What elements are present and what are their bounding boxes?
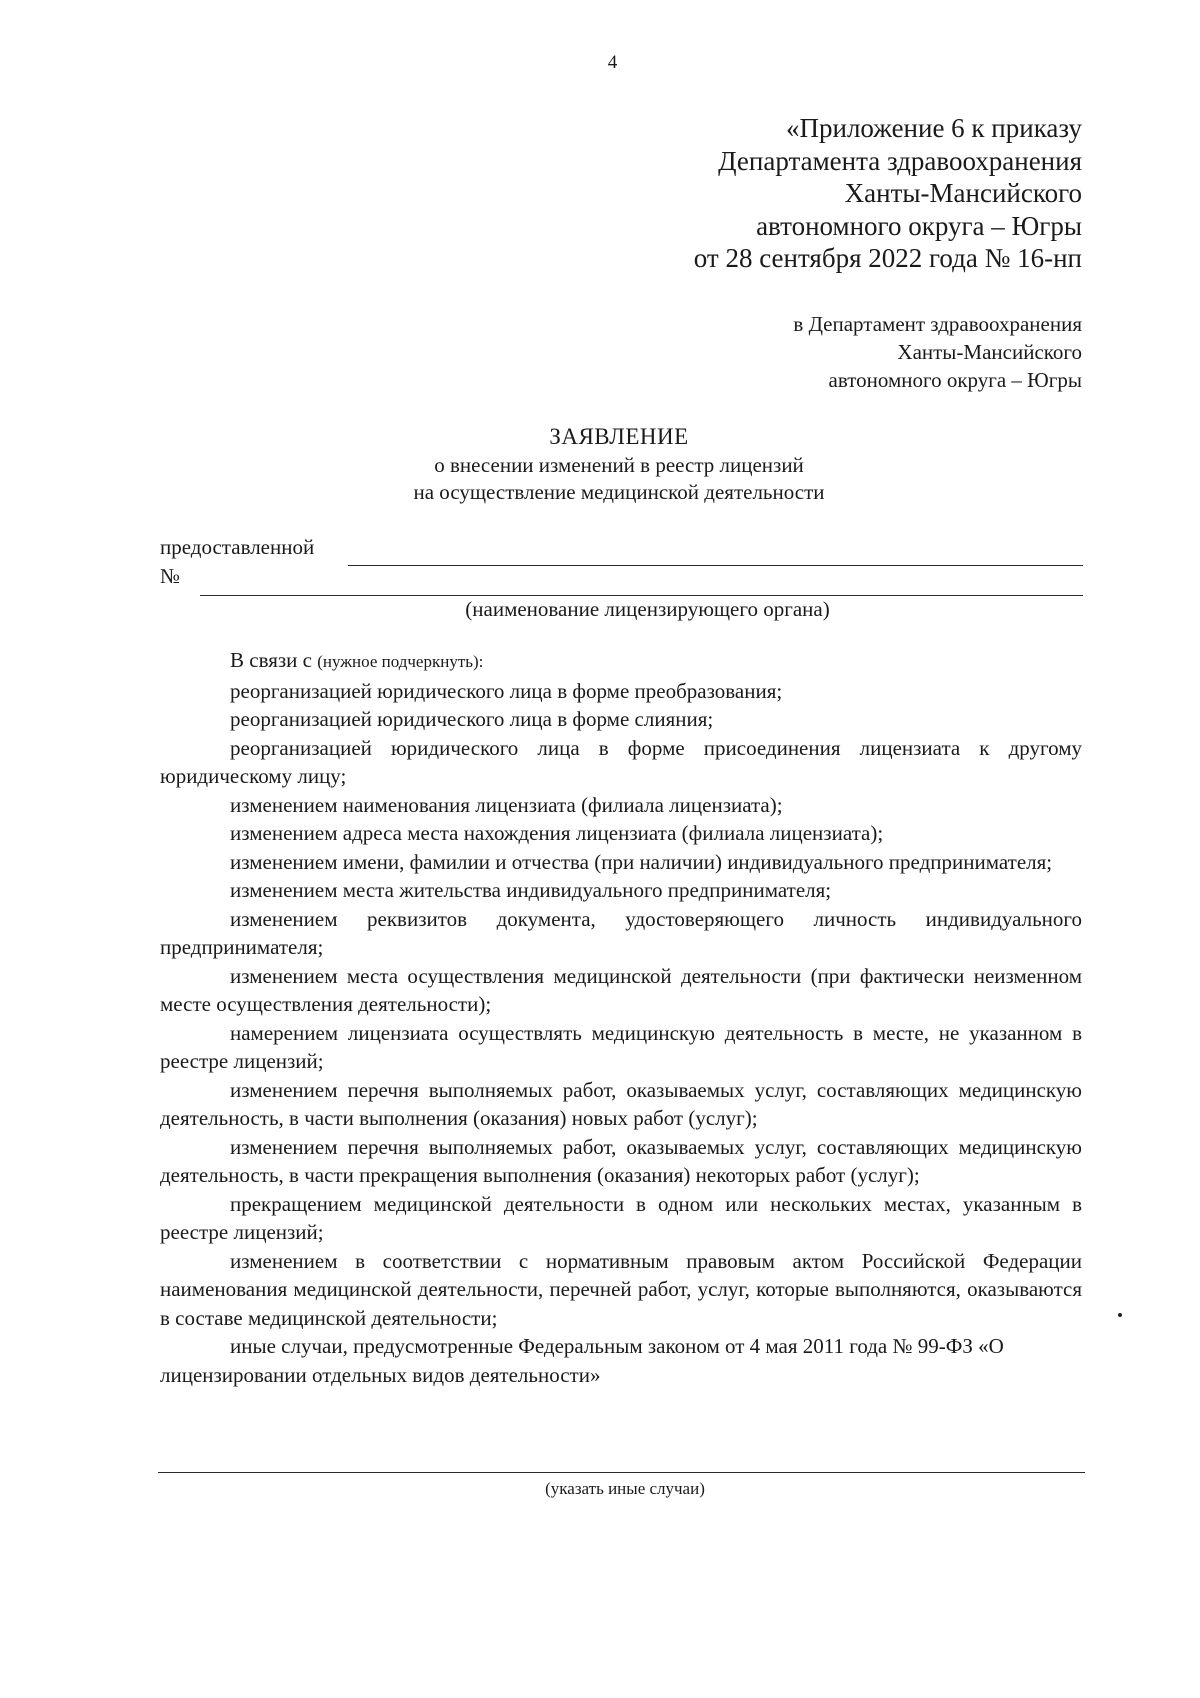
intro-note: (нужное подчеркнуть): [317, 652, 484, 671]
other-cases-fill-line[interactable] [158, 1472, 1085, 1473]
list-item: прекращением медицинской деятельности в одном или нескольких местах, указанным в реестре лицензий; [160, 1191, 1082, 1244]
other-cases-caption: (указать иные случаи) [545, 1479, 705, 1498]
appendix-line: «Приложение 6 к приказу [786, 113, 1082, 143]
addressee-line: автономного округа – Югры [828, 368, 1082, 392]
addressee-block [793, 310, 1082, 394]
provided-label: предоставленной [160, 535, 315, 559]
appendix-line: от 28 сентября 2022 года № 16-нп [693, 243, 1082, 273]
appendix-line: Департамента здравоохранения [718, 145, 1082, 176]
list-item: изменением реквизитов документа, удостоверяющего личность индивидуального предпринимателя; [160, 906, 1082, 959]
page-number: 4 [607, 52, 618, 73]
list-item: реорганизацией юридического лица в форме преобразования; [230, 678, 783, 703]
addressee-line: Ханты-Мансийского [897, 340, 1082, 364]
intro-text: В связи с [230, 648, 312, 672]
intro-paragraph [160, 646, 1082, 677]
document-subtitle: на осуществление медицинской деятельности [413, 480, 825, 504]
addressee-line: в Департамент здравоохранения [793, 312, 1082, 336]
number-label: № [160, 564, 181, 588]
reasons-list [160, 646, 1082, 1389]
scan-speck [1118, 1313, 1122, 1317]
authority-caption: (наименование лицензирующего органа) [465, 597, 830, 621]
list-item: изменением перечня выполняемых работ, оказываемых услуг, составляющих медицинскую деятельность, в части выполнения (оказания) новых работ (услуг); [160, 1077, 1082, 1130]
list-item: намерением лицензиата осуществлять медицинскую деятельность в месте, не указанном в реестре лицензий; [160, 1020, 1082, 1073]
list-item: реорганизацией юридического лица в форме присоединения лицензиата к другому юридическому лицу; [160, 735, 1082, 788]
list-item: изменением имени, фамилии и отчества (при наличии) индивидуального предпринимателя; [230, 849, 1053, 874]
list-item: изменением в соответствии с нормативным правовым актом Российской Федерации наименования медицинской деятельности, перечней работ, услуг, которые выполняются, оказываются в составе медицинской деятельности; [160, 1248, 1082, 1330]
list-item: изменением перечня выполняемых работ, оказываемых услуг, составляющих медицинскую деятельность, в части прекращения выполнения (оказания) некоторых работ (услуг); [160, 1134, 1082, 1187]
document-subtitle: о внесении изменений в реестр лицензий [434, 453, 804, 477]
document-title: ЗАЯВЛЕНИЕ [549, 424, 689, 449]
list-item: изменением места жительства индивидуального предпринимателя; [230, 878, 832, 902]
appendix-line: автономного округа – Югры [756, 210, 1082, 241]
list-item: реорганизацией юридического лица в форме слияния; [230, 707, 714, 731]
list-item: изменением наименования лицензиата (филиала лицензиата); [230, 792, 783, 817]
list-item: изменением адреса места нахождения лицензиата (филиала лицензиата); [230, 821, 884, 845]
list-item: иные случаи, предусмотренные Федеральным законом от 4 мая 2011 года № 99-ФЗ «О лицензировании отдельных видов деятельности» [160, 1334, 1004, 1387]
list-item: изменением места осуществления медицинской деятельности (при фактически неизменном месте осуществления деятельности); [160, 963, 1082, 1016]
number-fill-line[interactable] [200, 595, 1083, 596]
provided-fill-line[interactable] [348, 565, 1083, 566]
appendix-line: Ханты-Мансийского [844, 178, 1082, 208]
appendix-reference [694, 112, 1082, 275]
